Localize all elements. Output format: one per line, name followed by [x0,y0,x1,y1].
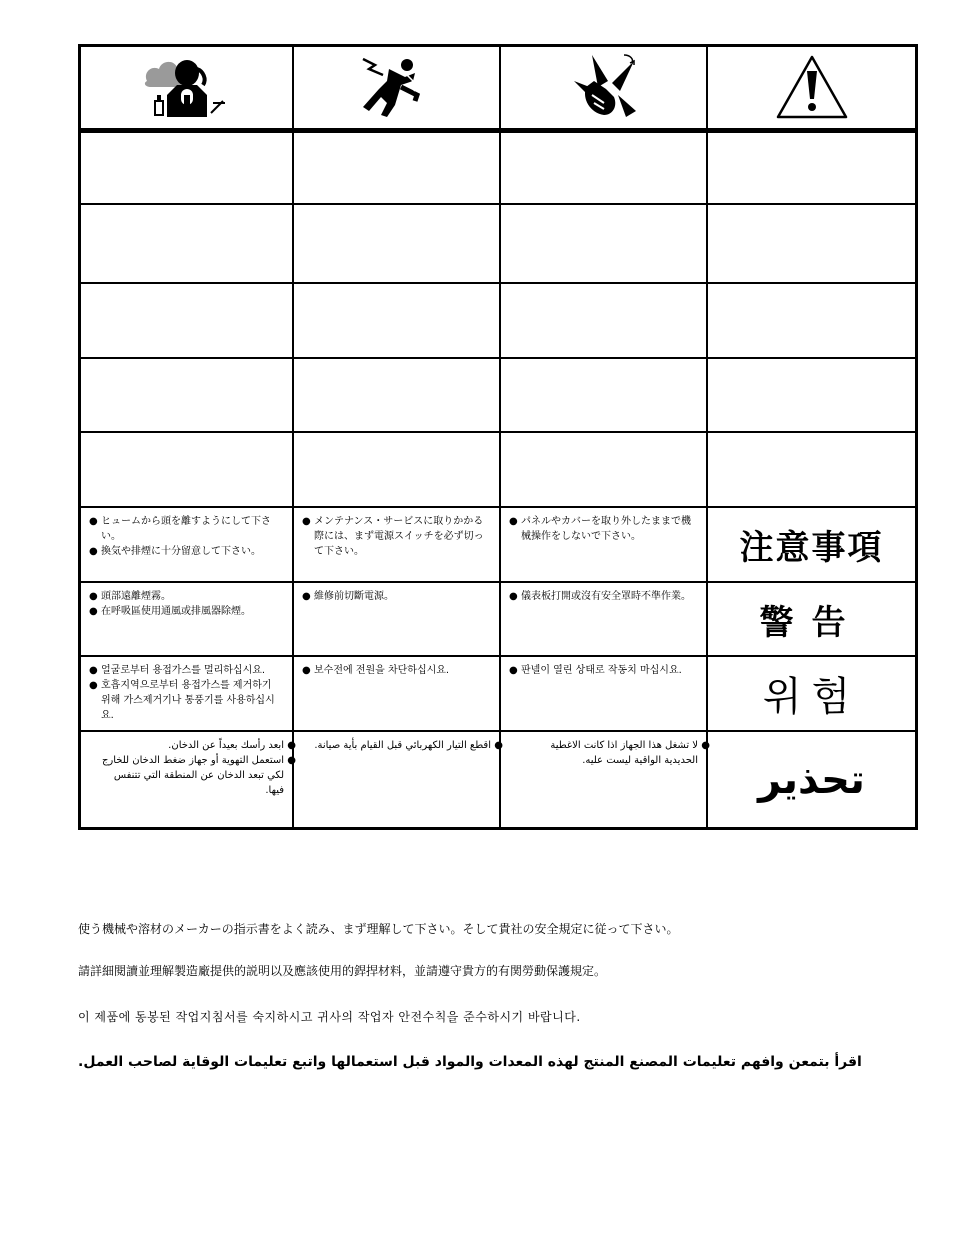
icon-cell-parts [500,47,707,130]
chinese-fumes-text: ● 頭部遠離煙霧。 ● 在呼吸區使用通風或排風器除煙。 [89,590,251,617]
electric-shock-icon [357,51,437,123]
footer-japanese: 使う機械や溶材のメーカーの指示書をよく読み、まず理解して下さい。そして貴社の安全規定に従って下さい。 [78,922,679,936]
japanese-title: 注意事項 [739,527,884,568]
chinese-shock-text: ● 維修前切斷電源。 [302,590,394,602]
blank-row [81,358,915,433]
arabic-fumes-text: ●ابعد رأسك بعيداً عن الدخان. ●استعمل التهوية أو جهاز ضغط الدخان للخارج لكي تبعد الدخان عن المنطقة التي تتنفس فيها. [101,740,296,797]
footer-arabic: اقرأ بتمعن وافهم تعليمات المصنع المنتج لهذه المعدات والمواد قبل استعمالها واتبع تعليمات الوقاية لصاحب العمل. [78,1054,862,1070]
japanese-fumes-text: ● ヒュームから頭を離すようにして下さい。 ● 換気や排煙に十分留意して下さい。 [89,516,271,558]
fumes-icon [139,51,235,123]
arabic-shock-text: ●اقطع التيار الكهربائي قبل القيام بأية صيانة. [314,740,503,752]
blank-row [81,283,915,358]
korean-parts-text: ● 판넬이 열린 상태로 작동치 마십시요. [509,665,682,677]
footer-korean: 이 제품에 동봉된 작업지침서를 숙지하시고 귀사의 작업자 안전수칙을 준수하시기 바랍니다. [78,1010,581,1024]
icon-row [81,47,915,130]
korean-row [81,656,915,731]
blank-row [81,432,915,507]
chinese-row [81,582,915,657]
korean-title: 위험 [762,674,861,721]
chinese-title: 警告 [759,602,864,643]
blank-row [81,130,915,204]
icon-cell-shock [293,47,500,130]
japanese-parts-text: ● パネルやカバーを取り外したままで機械操作をしないで下さい。 [509,516,691,543]
chinese-parts-text: ● 儀表板打開或沒有安全罩時不準作業。 [509,590,691,602]
japanese-shock-text: ● メンテナンス・サービスに取りかかる際には、まず電源スイッチを必ず切って下さい。 [302,516,484,558]
warning-table [81,47,915,827]
warning-triangle-icon [774,53,850,121]
arabic-parts-text: ●لا تشغل هذا الجهاز اذا كانت الاغطية الحديدية الواقية ليست عليه. [550,740,710,767]
arabic-row [81,731,915,827]
arabic-title: تحذير [758,756,865,803]
moving-parts-icon [564,51,644,123]
footer-chinese: 請詳細閱讀並理解製造廠提供的説明以及應該使用的銲捍材料，並請遵守貴方的有関勞動保護規定。 [78,964,607,978]
japanese-row [81,507,915,582]
icon-cell-warning [707,47,915,130]
icon-cell-fumes [81,47,293,130]
korean-shock-text: ● 보수전에 전원을 차단하십시요. [302,665,450,677]
blank-row [81,204,915,283]
korean-fumes-text: ● 얼굴로부터 용접가스를 멀리하십시요. ● 호흡지역으로부터 용접가스를 제거하기 위해 가스제거기나 통풍기를 사용하십시요. [89,665,275,722]
warning-chart [78,44,918,830]
